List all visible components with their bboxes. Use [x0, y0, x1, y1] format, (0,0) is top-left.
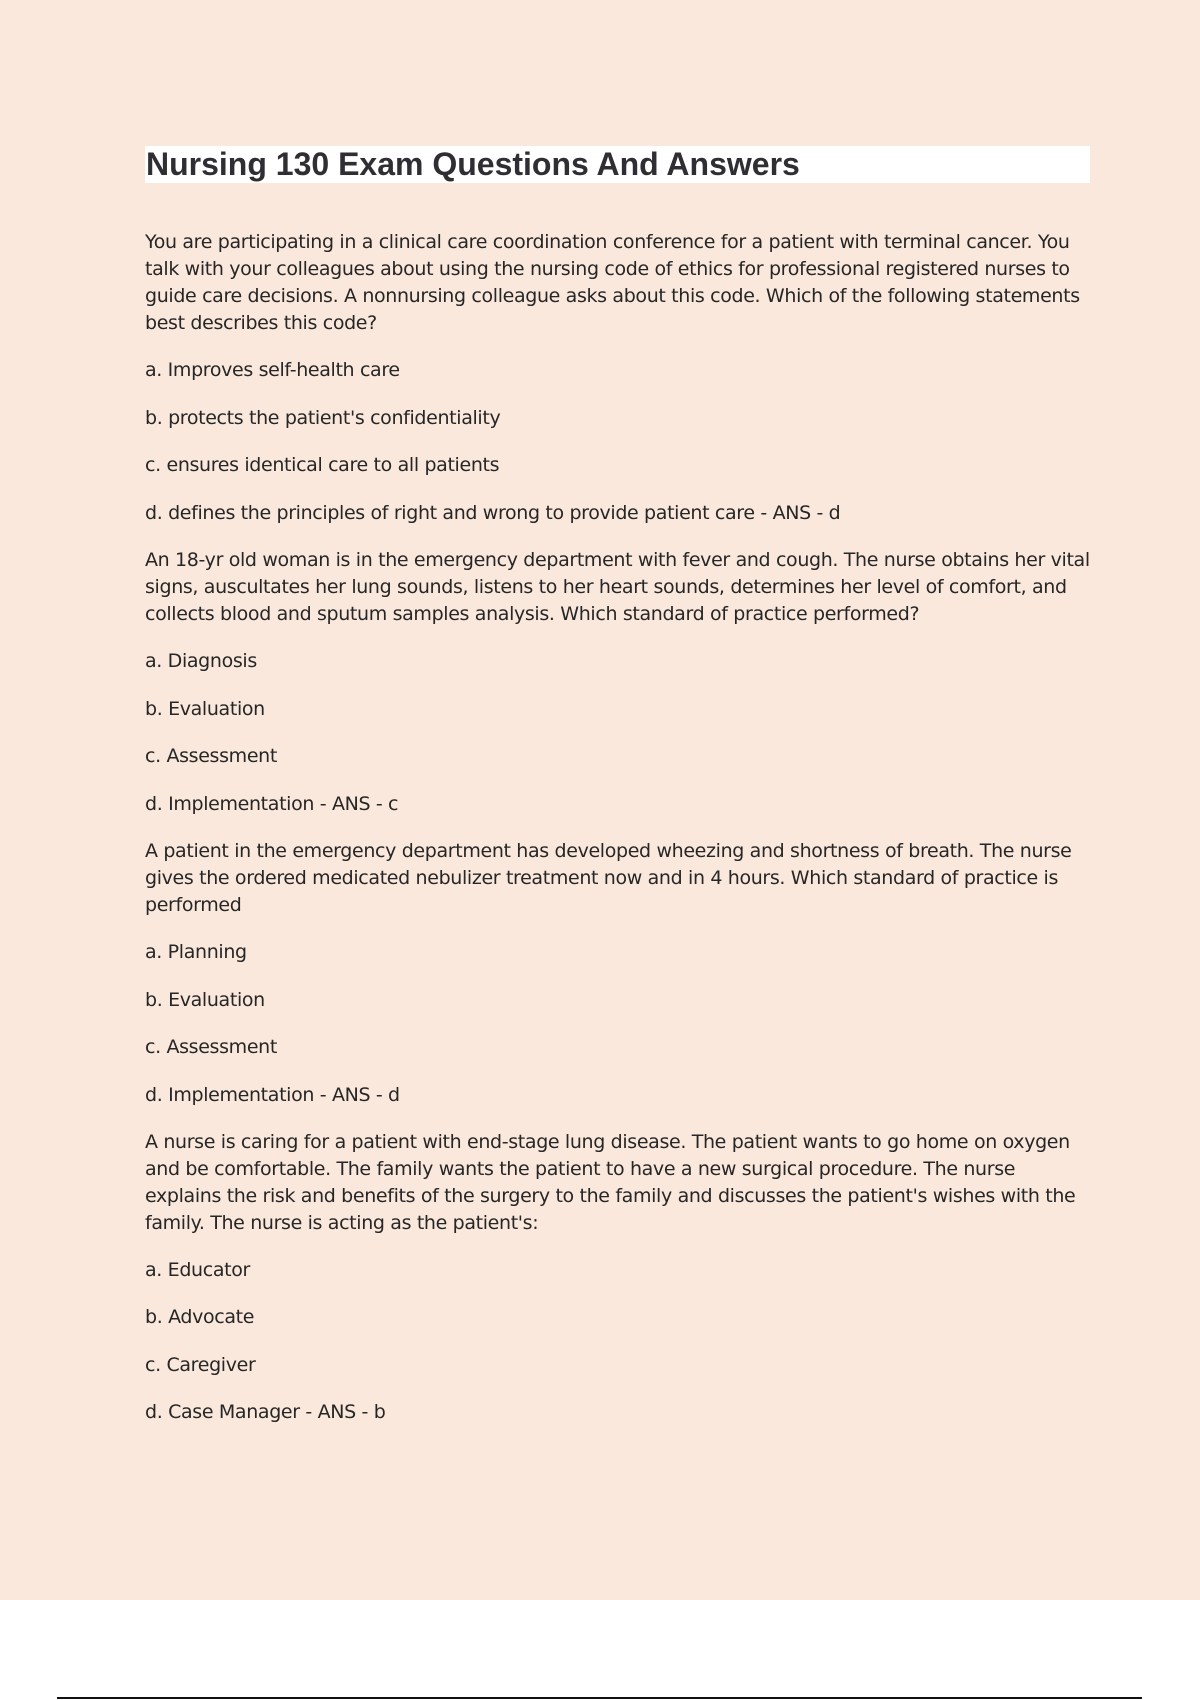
answer-option: c. Assessment [145, 1036, 277, 1058]
question-block-1 [145, 229, 1090, 337]
question-block-3 [145, 838, 1090, 919]
answer-option: b. Evaluation [145, 989, 265, 1011]
footer-divider [57, 1697, 1142, 1699]
document-title: Nursing 130 Exam Questions And Answers [146, 146, 800, 182]
question-text: A nurse is caring for a patient with end-stage lung disease. The patient wants to go home on oxygen and be comfortable. The family wants the patient to have a new surgical procedure. The nurse explains the risk and benefits of the surgery to the family and discusses the patient's wishes with the family. The nurse is acting as the patient's: [145, 1131, 1076, 1234]
question-text: An 18-yr old woman is in the emergency department with fever and cough. The nurse obtains her vital signs, auscultates her lung sounds, listens to her heart sounds, determines her level of comfort, and collects blood and sputum samples analysis. Which standard of practice performed? [145, 549, 1090, 625]
answer-option-with-key: d. Case Manager - ANS - b [145, 1401, 386, 1423]
question-block-4 [145, 1129, 1090, 1237]
question-text: You are participating in a clinical care coordination conference for a patient with terminal cancer. You talk with your colleagues about using the nursing code of ethics for professional registered nurses to guide care decisions. A nonnursing colleague asks about this code. Which of the following statements best describes this code? [145, 231, 1080, 334]
answer-option-with-key: d. Implementation - ANS - c [145, 793, 399, 815]
answer-option: c. ensures identical care to all patients [145, 454, 500, 476]
answer-option: c. Assessment [145, 745, 277, 767]
answer-option: a. Educator [145, 1259, 250, 1281]
answer-option: b. Evaluation [145, 698, 265, 720]
answer-option: b. protects the patient's confidentiality [145, 407, 501, 429]
question-text: A patient in the emergency department has developed wheezing and shortness of breath. The nurse gives the ordered medicated nebulizer treatment now and in 4 hours. Which standard of practice is performed [145, 840, 1072, 916]
answer-option-with-key: d. defines the principles of right and wrong to provide patient care - ANS - d [145, 502, 841, 524]
answer-option: a. Diagnosis [145, 650, 257, 672]
answer-option: c. Caregiver [145, 1354, 256, 1376]
answer-option: a. Planning [145, 941, 247, 963]
answer-option-with-key: d. Implementation - ANS - d [145, 1084, 400, 1106]
question-block-2 [145, 547, 1090, 628]
answer-option: a. Improves self-health care [145, 359, 400, 381]
answer-option: b. Advocate [145, 1306, 255, 1328]
